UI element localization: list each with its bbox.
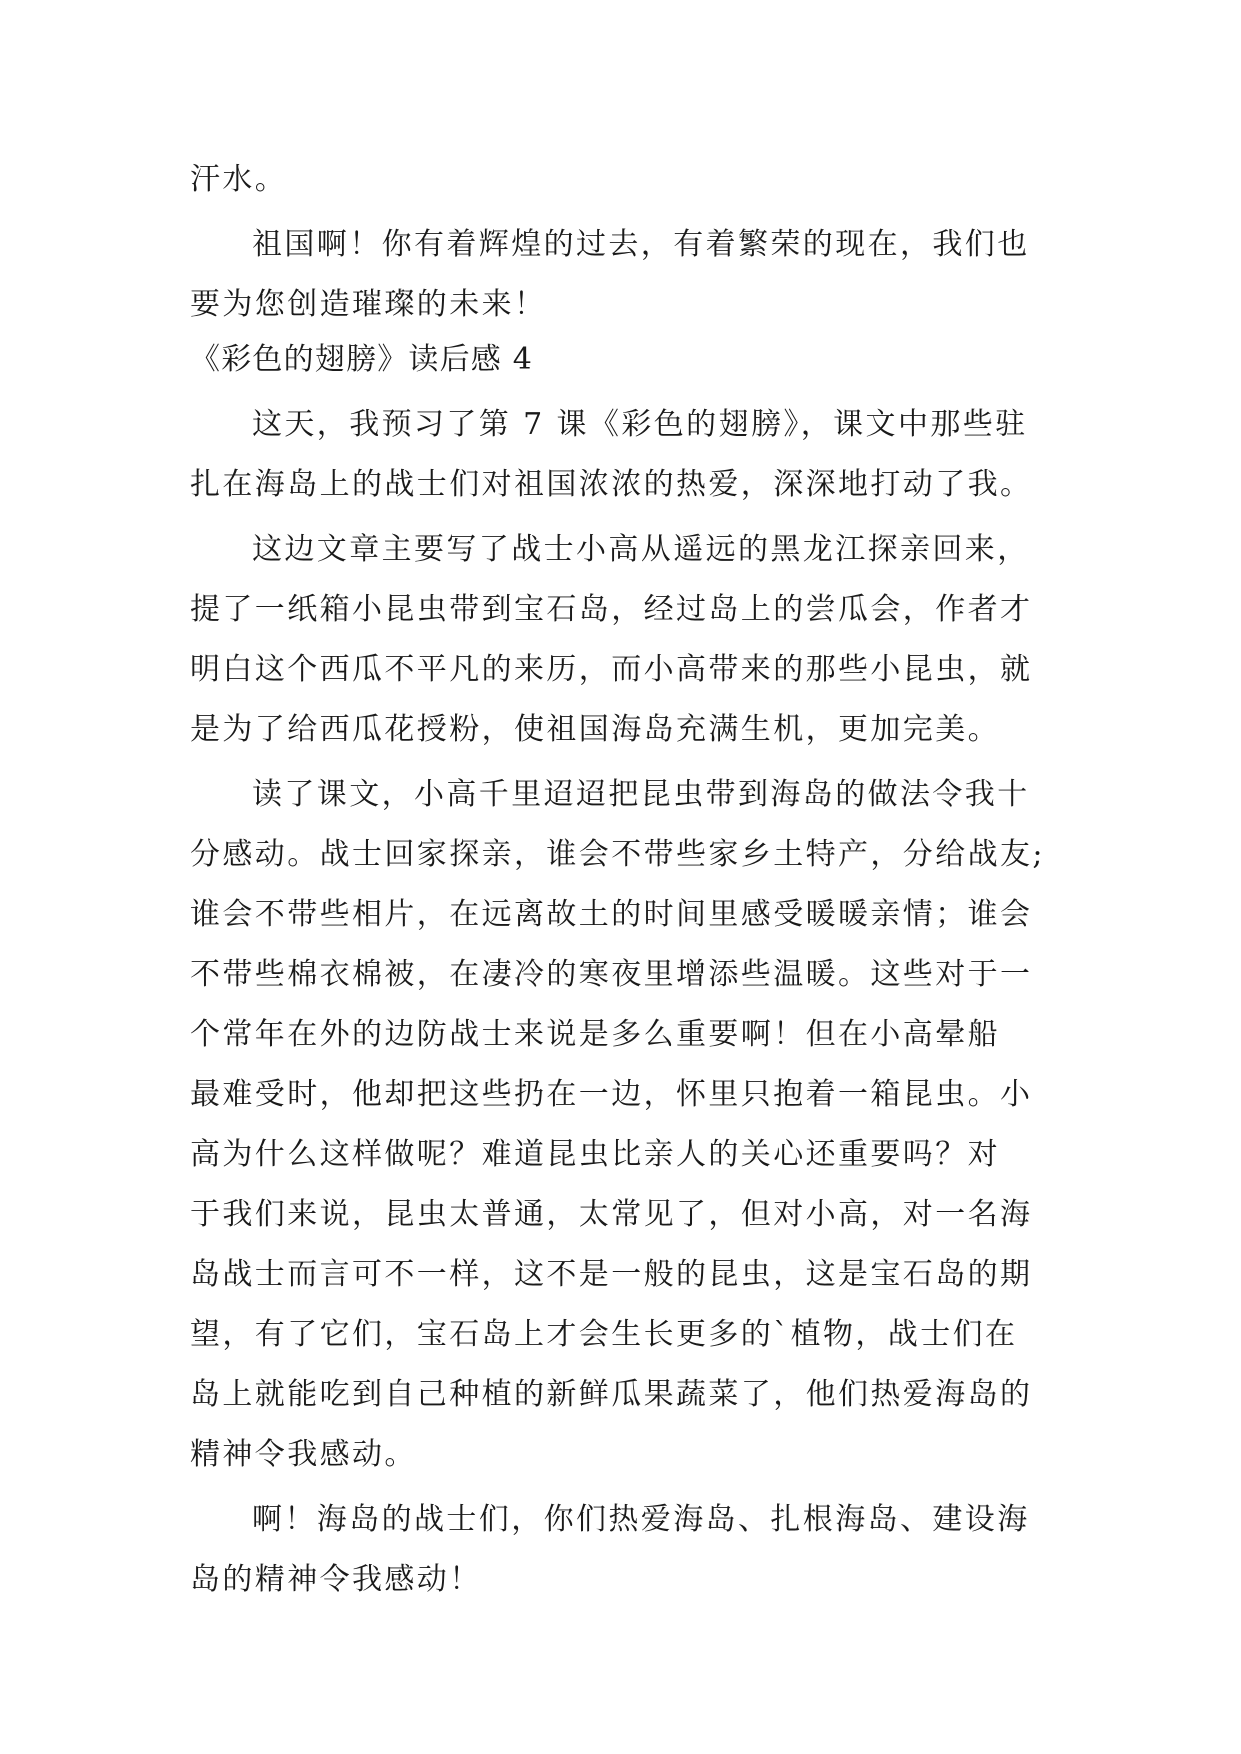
paragraph-first-line: 这天，我预习了第 7 课《彩色的翅膀》，课文中那些驻	[252, 407, 1028, 442]
text-line: 岛战士而言可不一样，这不是一般的昆虫，这是宝石岛的期	[190, 1257, 1033, 1292]
text-line: 高为什么这样做呢？难道昆虫比亲人的关心还重要吗？对	[190, 1137, 1000, 1172]
text-line: 岛的精神令我感动！	[190, 1562, 482, 1597]
text-line: 最难受时，他却把这些扔在一边，怀里只抱着一箱昆虫。小	[190, 1077, 1033, 1112]
text-line: 谁会不带些相片，在远离故土的时间里感受暖暖亲情；谁会	[190, 897, 1033, 932]
paragraph-first-line: 这边文章主要写了战士小高从遥远的黑龙江探亲回来，	[252, 532, 1030, 567]
text-line: 于我们来说，昆虫太普通，太常见了，但对小高，对一名海	[190, 1197, 1033, 1232]
text-line: 明白这个西瓜不平凡的来历，而小高带来的那些小昆虫，就	[190, 652, 1033, 687]
paragraph-first-line: 啊！海岛的战士们，你们热爱海岛、扎根海岛、建设海	[252, 1502, 1030, 1537]
text-line: 要为您创造璀璨的未来！	[190, 287, 547, 322]
text-line: 汗水。	[190, 162, 288, 197]
paragraph-first-line: 祖国啊！你有着辉煌的过去，有着繁荣的现在，我们也	[252, 227, 1030, 262]
text-line: 提了一纸箱小昆虫带到宝石岛，经过岛上的尝瓜会，作者才	[190, 592, 1033, 627]
text-line: 是为了给西瓜花授粉，使祖国海岛充满生机，更加完美。	[190, 712, 1000, 747]
section-heading: 《彩色的翅膀》读后感 4	[190, 342, 534, 377]
text-line: 分感动。战士回家探亲，谁会不带些家乡土特产，分给战友;	[190, 837, 1045, 872]
text-line: 个常年在外的边防战士来说是多么重要啊！但在小高晕船	[190, 1017, 1000, 1052]
text-line: 不带些棉衣棉被，在凄冷的寒夜里增添些温暖。这些对于一	[190, 957, 1033, 992]
text-line: 岛上就能吃到自己种植的新鲜瓜果蔬菜了，他们热爱海岛的	[190, 1377, 1033, 1412]
text-line: 精神令我感动。	[190, 1437, 417, 1472]
paragraph-first-line: 读了课文，小高千里迢迢把昆虫带到海岛的做法令我十	[252, 777, 1030, 812]
text-line: 望，有了它们，宝石岛上才会生长更多的`植物，战士们在	[190, 1317, 1018, 1352]
text-line: 扎在海岛上的战士们对祖国浓浓的热爱，深深地打动了我。	[190, 467, 1033, 502]
